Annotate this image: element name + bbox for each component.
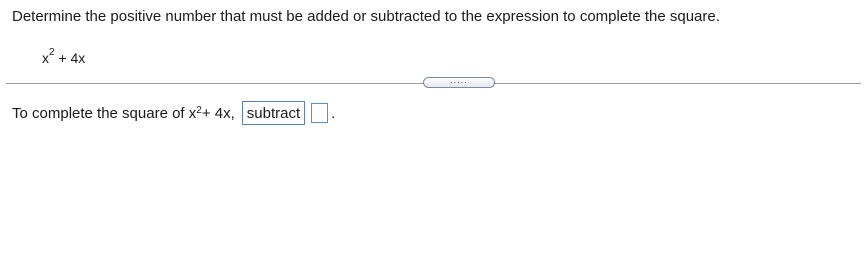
answer-prefix: To complete the square of x <box>12 104 197 122</box>
expression-base: x <box>42 50 49 66</box>
question-instruction: Determine the positive number that must be added or subtracted to the expression to complete the square. <box>12 8 720 25</box>
operation-dropdown-value: subtract <box>246 104 301 122</box>
expression-rest: + 4x <box>54 50 86 66</box>
expression-exponent: 2 <box>49 47 55 59</box>
answer-period: . <box>331 104 336 122</box>
answer-input[interactable] <box>311 103 328 123</box>
question-expression <box>42 47 86 66</box>
expand-button[interactable] <box>423 77 495 88</box>
ellipsis-icon: ..... <box>450 75 468 85</box>
answer-line: To complete the square of x $^2$ + 4x, subtract . <box>12 100 335 126</box>
operation-dropdown[interactable] <box>242 101 305 125</box>
answer-suffix: + 4x, <box>201 104 235 122</box>
